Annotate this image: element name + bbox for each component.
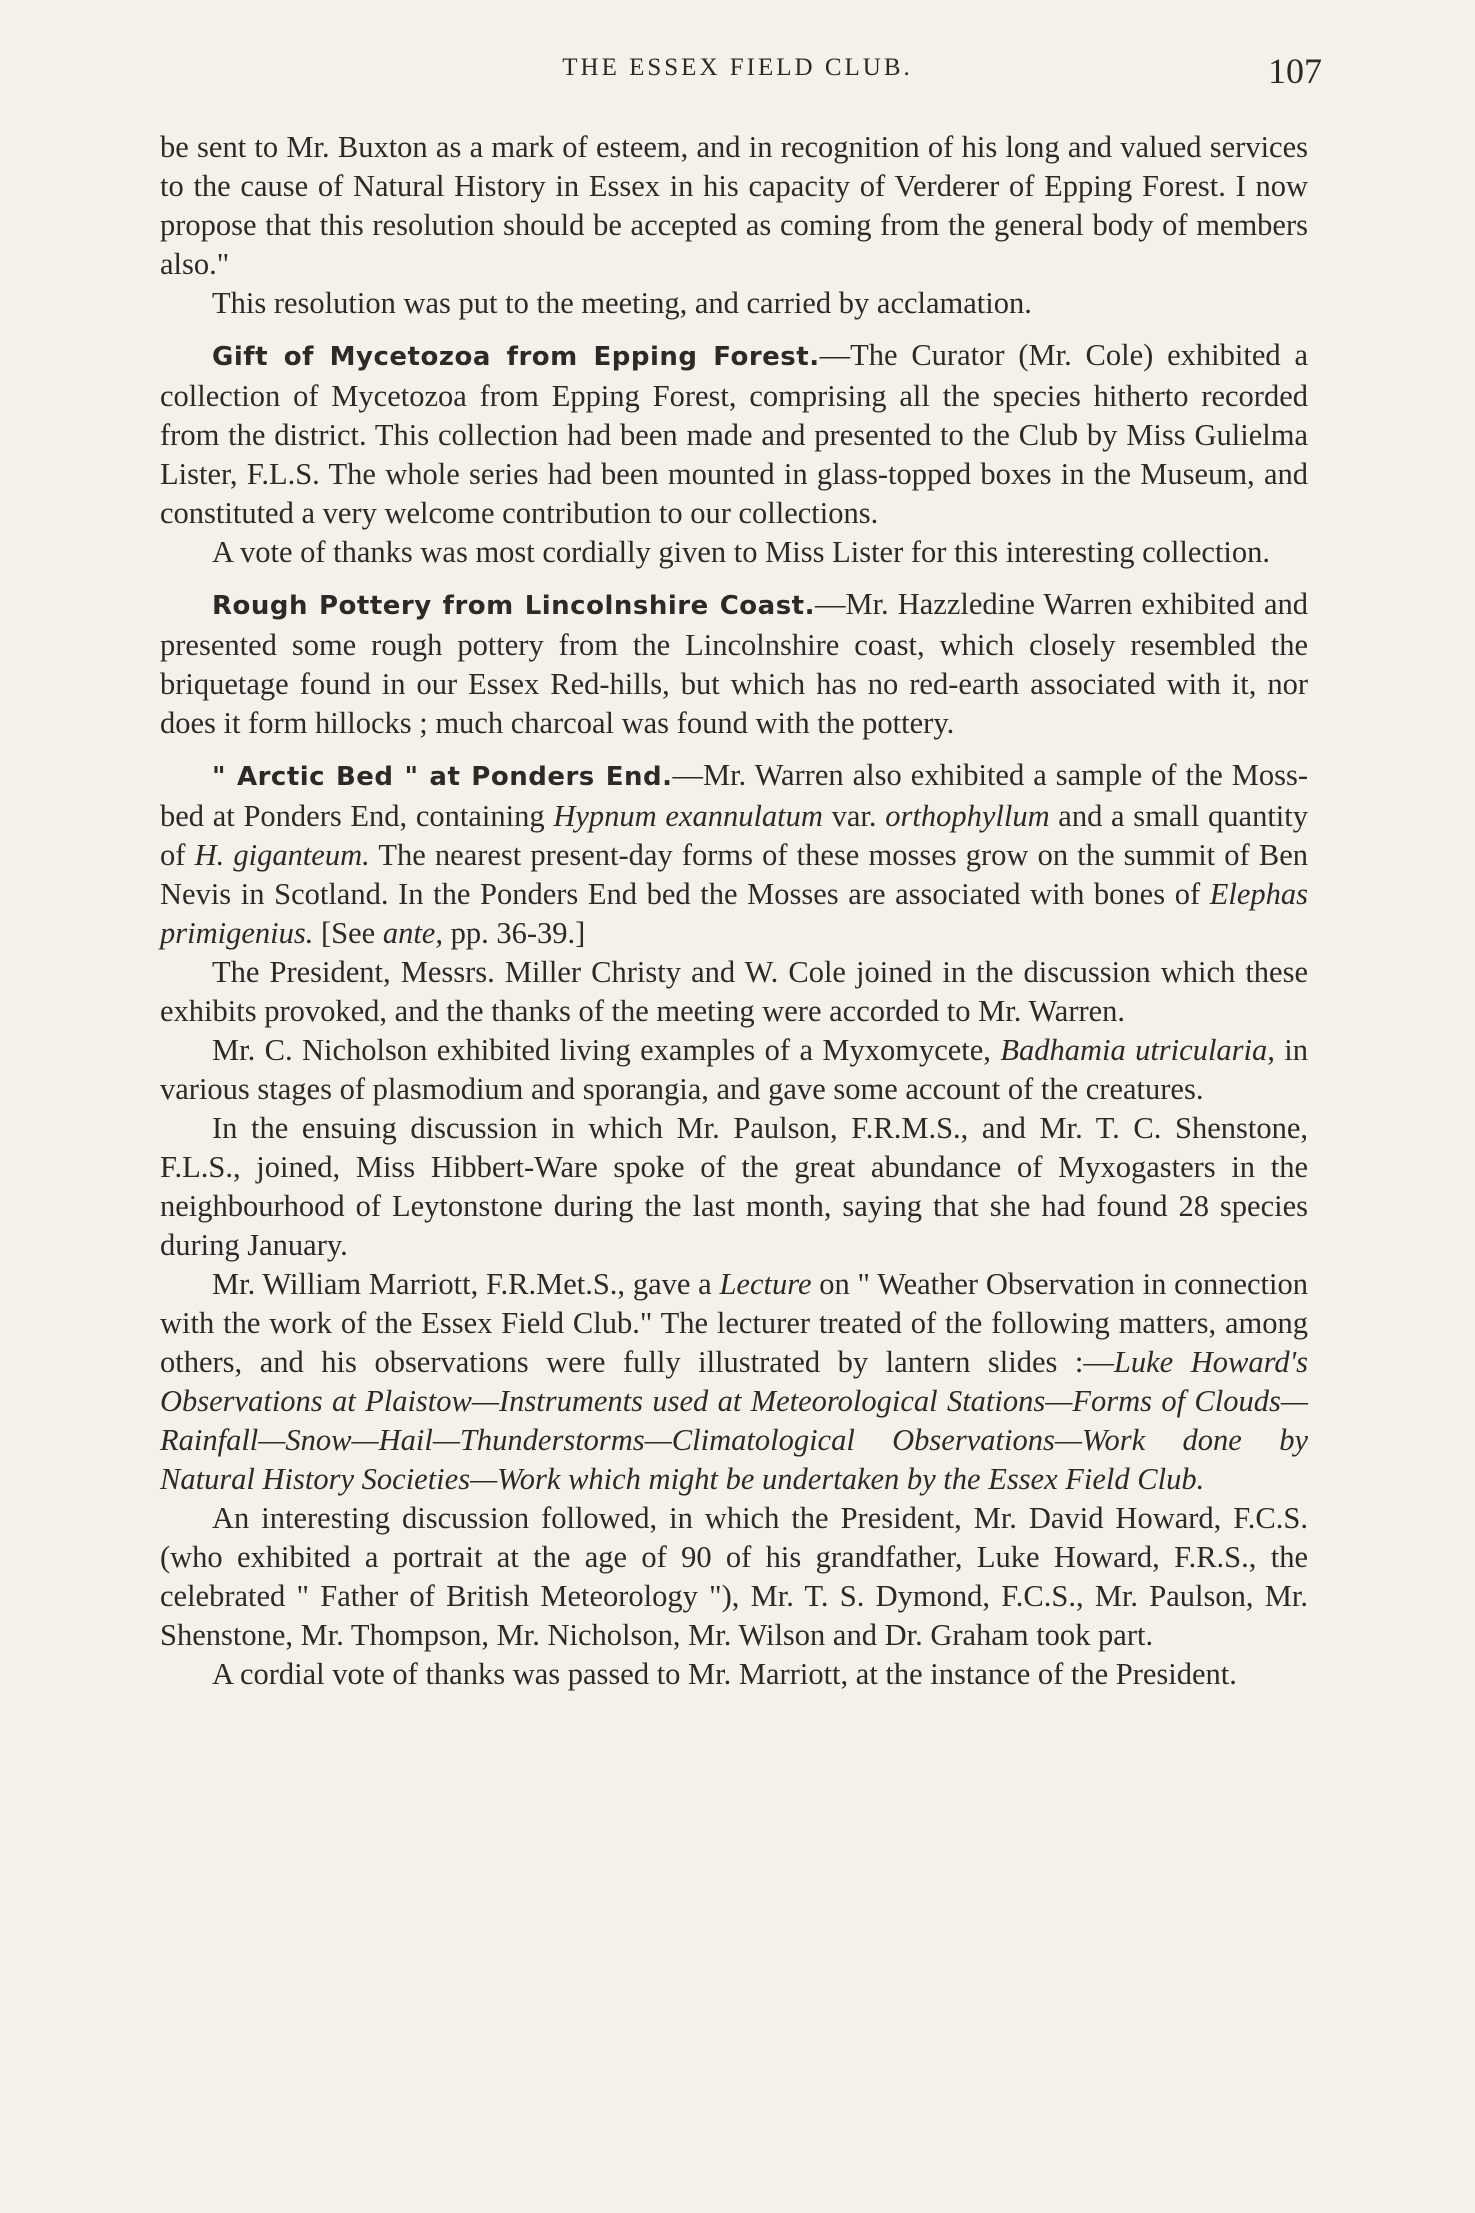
lecture-label: Lecture (719, 1267, 812, 1301)
paragraph-text: pp. 36-39.] (442, 916, 586, 950)
paragraph-text: —The Curator (Mr. Cole) exhibited a collection of Mycetozoa from Epping Forest, comprising all the species hitherto recorded from the district. This collection had been made and presented to the Club by Miss Gulielma Lister, F.L.S. The whole series had been mounted in glass-topped boxes in the Museum, and constituted a very welcome contribution to our collections. (160, 338, 1308, 530)
paragraph-text: and a small quantity of (160, 799, 1309, 872)
paragraph-text: A cordial vote of thanks was passed to Mr. Marriott, at the instance of the President. (212, 1657, 1237, 1691)
running-title: THE ESSEX FIELD CLUB. (562, 54, 913, 81)
species-name: Hypnum exannulatum (553, 799, 823, 833)
paragraph-pottery (160, 585, 1308, 743)
section-heading: " Arctic Bed " at Ponders End. (212, 762, 673, 792)
paragraph-text: The President, Messrs. Miller Christy and W. Cole joined in the discussion which these exhibits provoked, and the thanks of the meeting were accorded to Mr. Warren. (160, 955, 1308, 1028)
section-heading: Gift of Mycetozoa from Epping Forest. (212, 342, 820, 372)
paragraph-text: var. (822, 799, 886, 833)
page-number: 107 (1268, 51, 1322, 91)
paragraph-text: [See (313, 916, 383, 950)
paragraph-mycetozoa (160, 336, 1308, 533)
paragraph-continuation (160, 128, 1308, 284)
paragraph-discussion-warren (160, 953, 1308, 1031)
paragraph-text: —Mr. Warren also exhibited a sample of the Moss-bed at Ponders End, containing (160, 758, 1309, 833)
species-name: Badhamia utricularia, (1000, 1033, 1275, 1067)
species-name: orthophyllum (885, 799, 1050, 833)
page-body (160, 128, 1308, 1694)
paragraph-text: be sent to Mr. Buxton as a mark of esteem, and in recognition of his long and valued services to the cause of Natural History in Essex in his capacity of Verderer of Epping Forest. I now propose that this resolution should be accepted as coming from the general body of members also." (160, 130, 1308, 281)
paragraph-resolution (160, 284, 1308, 323)
paragraph-text: —Mr. Hazzledine Warren exhibited and presented some rough pottery from the Lincolnshire coast, which closely resembled the briquetage found in our Essex Red-hills, but which has no red-earth associated with it, nor does it form hillocks ; much charcoal was found with the pottery. (160, 587, 1308, 740)
lecture-topics: Luke Howard's Observations at Plaistow—Instruments used at Meteorological Stations—Forms of Clouds—Rainfall—Snow—Hail—Thunderstorms—Climatological Observations—Work done by Natural History Societies—Work which might be undertaken by the Essex Field Club. (160, 1345, 1308, 1496)
section-heading: Rough Pottery from Lincolnshire Coast. (212, 591, 815, 621)
paragraph-text: on " Weather Observation in connection with the work of the Essex Field Club." The lecturer treated of the following matters, among others, and his observations were fully illustrated by lantern slides :— (160, 1267, 1308, 1379)
paragraph-lecture (160, 1265, 1308, 1499)
paragraph-text: An interesting discussion followed, in which the President, Mr. David Howard, F.C.S. (who exhibited a portrait at the age of 90 of his grandfather, Luke Howard, F.R.S., the celebrated " Father of British Meteorology "), Mr. T. S. Dymond, F.C.S., Mr. Paulson, Mr. Shenstone, Mr. Thompson, Mr. Nicholson, Mr. Wilson and Dr. Graham took part. (160, 1501, 1308, 1652)
species-name: Elephas primigenius. (160, 877, 1308, 950)
paragraph-text: This resolution was put to the meeting, and carried by acclamation. (212, 286, 1032, 320)
paragraph-lecture-discussion (160, 1499, 1308, 1655)
paragraph-myxogasters (160, 1109, 1308, 1265)
paragraph-text: Mr. C. Nicholson exhibited living examples of a Myxomycete, (212, 1033, 1001, 1067)
paragraph-text: In the ensuing discussion in which Mr. Paulson, F.R.M.S., and Mr. T. C. Shenstone, F.L.S., joined, Miss Hibbert-Ware spoke of the great abundance of Myxogasters in the neighbourhood of Leytonstone during the last month, saying that she had found 28 species during January. (160, 1111, 1308, 1262)
reference-ante: ante, (382, 916, 443, 950)
species-name: H. giganteum. (194, 838, 370, 872)
paragraph-text: The nearest present-day forms of these mosses grow on the summit of Ben Nevis in Scotland. In the Ponders End bed the Mosses are associated with bones of (160, 838, 1308, 911)
paragraph-vote-lister (160, 533, 1308, 572)
paragraph-nicholson (160, 1031, 1308, 1109)
paragraph-text: A vote of thanks was most cordially given to Miss Lister for this interesting collection. (212, 535, 1271, 569)
paragraph-arctic-bed (160, 756, 1308, 953)
paragraph-vote-marriott (160, 1655, 1308, 1694)
paragraph-text: in various stages of plasmodium and sporangia, and gave some account of the creatures. (160, 1033, 1308, 1106)
running-head (0, 50, 1475, 90)
paragraph-text: Mr. William Marriott, F.R.Met.S., gave a (212, 1267, 720, 1301)
